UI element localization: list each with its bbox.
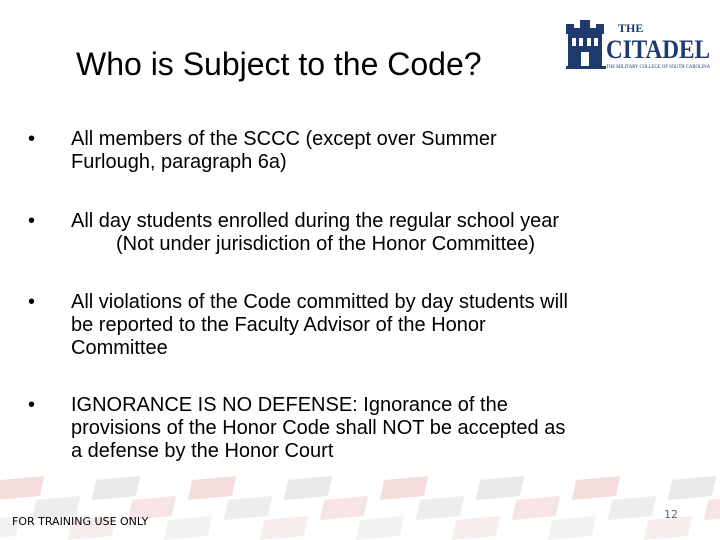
bullet-marker: • — [28, 291, 36, 313]
checker-tile — [164, 516, 212, 540]
bullet-line: IGNORANCE IS NO DEFENSE: Ignorance of the — [71, 394, 508, 416]
bullet-marker: • — [28, 128, 36, 150]
checker-tile — [548, 516, 596, 540]
bullet-line: All members of the SCCC (except over Summer — [71, 128, 497, 150]
checker-tile — [320, 496, 368, 520]
the-citadel-logo — [566, 16, 712, 74]
checker-tile — [704, 496, 720, 520]
checker-tile — [260, 516, 308, 540]
checker-tile — [380, 476, 428, 500]
bullet-line: provisions of the Honor Code shall NOT be accepted as — [71, 417, 566, 439]
bullet-line: All violations of the Code committed by day students will — [71, 291, 568, 313]
checker-tile — [572, 476, 620, 500]
bullet-marker: • — [28, 210, 36, 232]
checker-tile — [356, 516, 404, 540]
logo-word-the: THE — [618, 21, 644, 35]
checkerboard-footer-pattern — [0, 470, 720, 540]
slide-title: Who is Subject to the Code? — [76, 46, 482, 82]
bullet-line: Committee — [71, 337, 168, 359]
checker-tile — [92, 476, 140, 500]
checker-tile — [188, 476, 236, 500]
checker-tile — [0, 476, 44, 500]
checker-tile — [608, 496, 656, 520]
bullet-line: a defense by the Honor Court — [71, 440, 334, 462]
checker-tile — [452, 516, 500, 540]
checker-tile — [512, 496, 560, 520]
bullet-line: be reported to the Faculty Advisor of the Honor — [71, 314, 486, 336]
checker-tile — [284, 476, 332, 500]
logo-word-citadel: CITADEL — [606, 35, 710, 64]
bullet-line: (Not under jurisdiction of the Honor Committee) — [116, 233, 536, 255]
bullet-marker: • — [28, 394, 36, 416]
checker-tile — [416, 496, 464, 520]
checker-tile — [668, 476, 716, 500]
citadel-building-icon — [566, 20, 606, 69]
page-number: 12 — [664, 508, 678, 521]
logo-tagline: THE MILITARY COLLEGE OF SOUTH CAROLINA — [606, 65, 711, 70]
bullet-line: All day students enrolled during the regular school year — [71, 210, 560, 232]
checker-tile — [224, 496, 272, 520]
footer-label: FOR TRAINING USE ONLY — [12, 515, 149, 528]
checker-tile — [476, 476, 524, 500]
bullet-line: Furlough, paragraph 6a) — [71, 151, 287, 173]
